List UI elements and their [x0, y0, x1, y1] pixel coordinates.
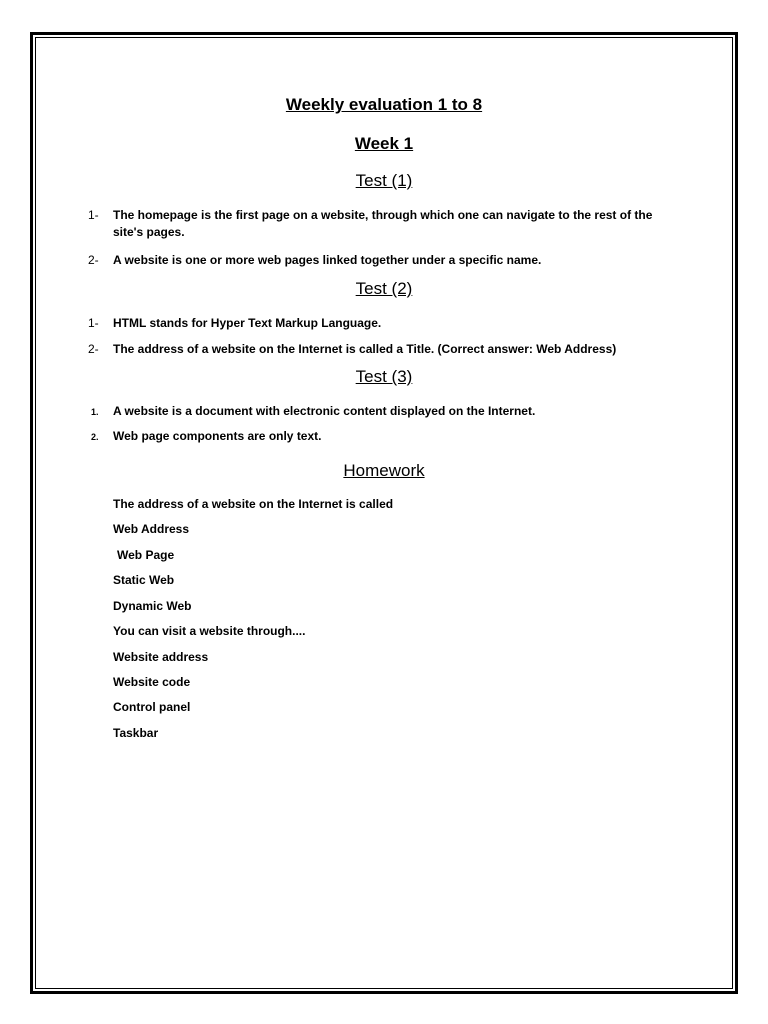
- week-title: Week 1: [354, 134, 414, 153]
- item-number: 2-: [88, 253, 99, 267]
- item-text: Web page components are only text.: [113, 429, 322, 443]
- homework-line-7: Website address: [113, 650, 209, 664]
- homework-line-9: Control panel: [113, 700, 191, 714]
- test-3-item-1: [88, 403, 678, 420]
- homework-line-2: Web Address: [113, 522, 190, 536]
- item-number: 1-: [88, 208, 99, 222]
- homework-heading: Homework: [343, 461, 425, 480]
- test-2-heading: Test (2): [355, 279, 413, 298]
- test-1-heading: Test (1): [355, 171, 413, 190]
- homework-line-10: Taskbar: [113, 726, 159, 740]
- homework-line-1: The address of a website on the Internet is called: [113, 497, 394, 511]
- item-text: A website is one or more web pages linked together under a specific name.: [113, 253, 542, 267]
- item-number: 2.: [91, 432, 99, 442]
- item-number: 1.: [91, 407, 99, 417]
- item-number: 1-: [88, 316, 99, 330]
- homework-line-4: Static Web: [113, 573, 175, 587]
- test-1-item-1: [88, 207, 678, 241]
- page-title: Weekly evaluation 1 to 8: [285, 95, 483, 114]
- test-2-item-1: [88, 315, 678, 332]
- item-text: The homepage is the first page on a website, through which one can navigate to the rest of the site's pages.: [113, 208, 653, 239]
- item-text: A website is a document with electronic content displayed on the Internet.: [113, 404, 536, 418]
- test-3-item-2: [88, 428, 678, 445]
- homework-line-6: You can visit a website through....: [113, 624, 306, 638]
- homework-line-8: Website code: [113, 675, 191, 689]
- homework-line-3: Web Page: [117, 548, 175, 562]
- test-1-item-2: [88, 252, 678, 269]
- item-number: 2-: [88, 342, 99, 356]
- item-text: HTML stands for Hyper Text Markup Language.: [113, 316, 382, 330]
- item-text: The address of a website on the Internet is called a Title. (Correct answer: Web Address): [113, 342, 617, 356]
- test-2-item-2: [88, 341, 678, 358]
- test-3-heading: Test (3): [355, 367, 413, 386]
- homework-line-5: Dynamic Web: [113, 599, 192, 613]
